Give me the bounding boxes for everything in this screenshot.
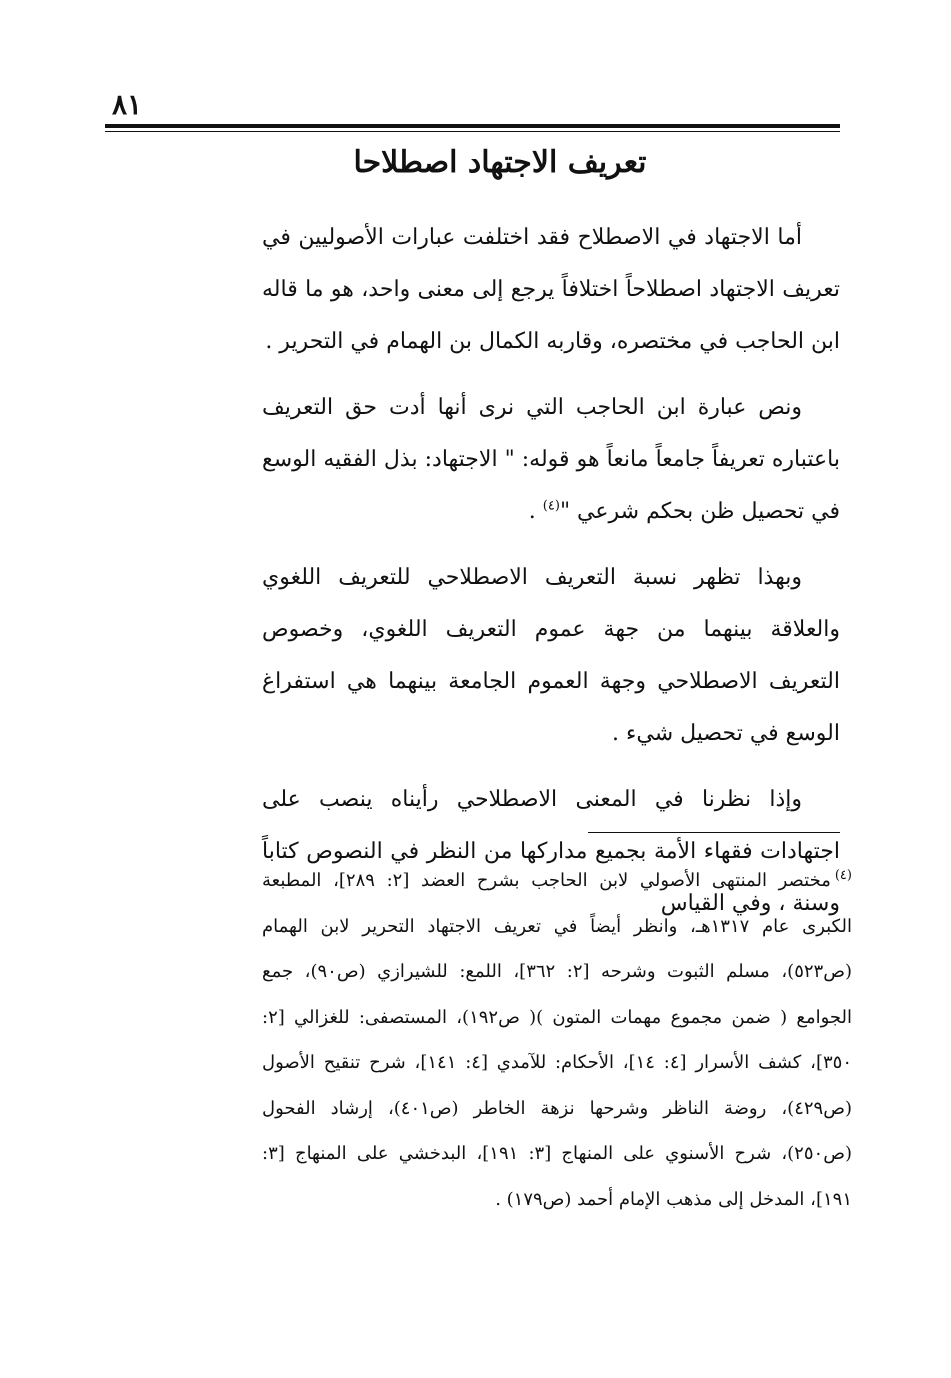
footnote-text: مختصر المنتهى الأصولي لابن الحاجب بشرح العضد [٢: ٢٨٩]، المطبعة الكبرى عام ١٣١٧هـ، وانظر أيضاً في تعريف الاجتهاد التحرير لابن الهمام (ص٥٢٣)، مسلم الثبوت وشرحه [٢: ٣٦٢]، اللمع: للشيرازي (ص٩٠)، جمع الجوامع ( ضمن مجموع مهمات المتون )( ص١٩٢)، المستصفى: للغزالي [٢: ٣٥٠]، كشف الأسرار [٤: ١٤]، الأحكام: للآمدي [٤: ١٤١]، شرح تنقيح الأصول (ص٤٢٩)، روضة الناظر وشرحها نزهة الخاطر (ص٤٠١)، إرشاد الفحول (ص٢٥٠)، شرح الأسنوي على المنهاج [٣: ١٩١]، البدخشي على المنهاج [٣: ١٩١]، المدخل إلى مذهب الإمام أحمد (ص١٧٩) . [262, 870, 853, 1210]
footnote [262, 858, 852, 1222]
paragraph-2-text: ونص عبارة ابن الحاجب التي نرى أنها أدت حق التعريف باعتباره تعريفاً جامعاً مانعاً هو قوله: " الاجتهاد: بذل الفقيه الوسع في تحصيل ظن بحكم شرعي " [262, 395, 840, 524]
paragraph-1: أما الاجتهاد في الاصطلاح فقد اختلفت عبارات الأصوليين في تعريف الاجتهاد اصطلاحاً اختلافاً يرجع إلى معنى واحد، هو ما قاله ابن الحاجب في مختصره، وقاربه الكمال بن الهمام في التحرير . [262, 225, 840, 354]
footnote-reference: (٤) [542, 498, 560, 514]
paragraph-3: وبهذا تظهر نسبة التعريف الاصطلاحي للتعريف اللغوي والعلاقة بينهما من جهة عموم التعريف اللغوي، وخصوص التعريف الاصطلاحي وجهة العموم الجامعة بينهما هي استفراغ الوسع في تحصيل شيء . [262, 565, 840, 746]
page-number: ٨١ [112, 88, 143, 121]
paragraph-2 [262, 382, 840, 538]
footnote-separator [588, 832, 840, 833]
paragraph-4: وإذا نظرنا في المعنى الاصطلاحي رأيناه ينصب على اجتهادات فقهاء الأمة بجميع مداركها من النظر في النصوص كتاباً وسنة ، وفي القياس [262, 787, 840, 916]
footnote-mark: (٤) [834, 868, 852, 883]
header-rule-thick [105, 124, 840, 128]
paragraph-2-end: . [528, 499, 543, 524]
body-text [262, 212, 840, 944]
section-title: تعريف الاجتهاد اصطلاحا [353, 145, 647, 180]
header-rule-thin [105, 131, 840, 132]
